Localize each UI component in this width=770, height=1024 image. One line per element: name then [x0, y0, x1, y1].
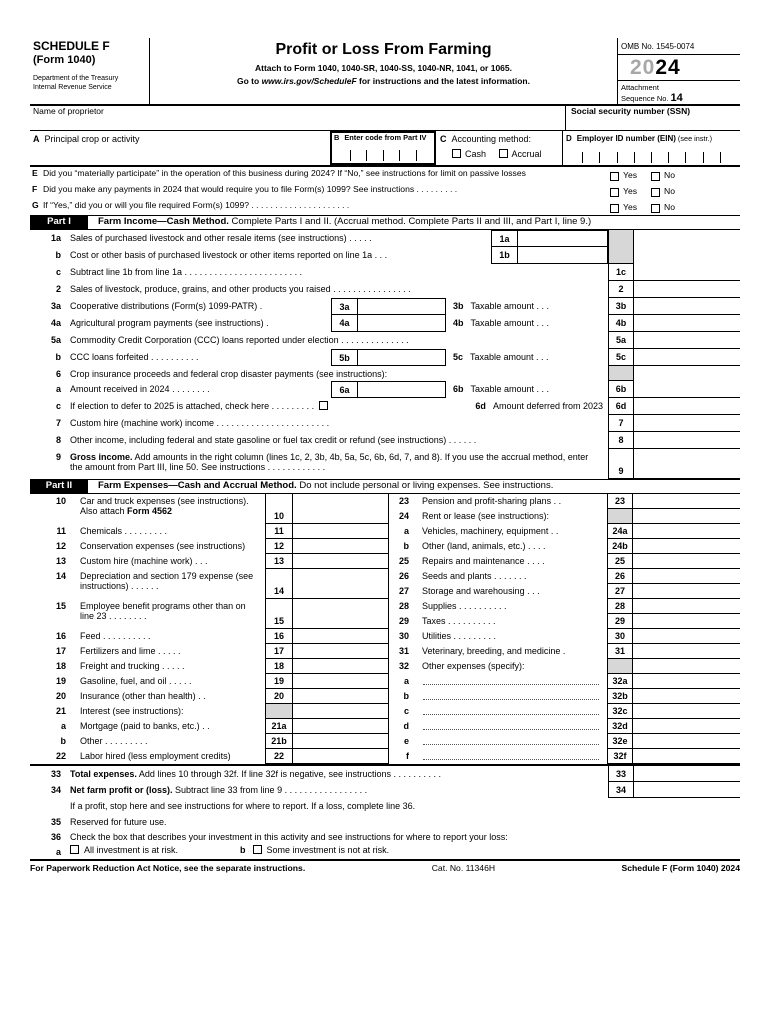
line-1c-label: Subtract line 1b from line 1a . . . . . . . . . . . . . . . . . . . . . . . . [70, 267, 303, 277]
line-34-label: Subtract line 33 from line 9 . . . . . . . . . . . . . . . . . [172, 785, 368, 795]
line-2-label: Sales of livestock, produce, grains, and other products you raised . . . . . . . . . . . . . . . . [70, 284, 411, 294]
line-32b-specify-input[interactable] [423, 689, 599, 700]
line-21b: b Other . . . . . . . . . 21b [30, 734, 388, 749]
line-17-amount[interactable] [293, 644, 388, 659]
line-33-label: Add lines 10 through 32f. If line 32f is negative, see instructions . . . . . . . . . . [136, 769, 442, 779]
cash-checkbox[interactable] [452, 149, 461, 158]
agency-line-2: Internal Revenue Service [33, 84, 112, 92]
proprietor-row [30, 106, 740, 131]
line-16: 16 Feed . . . . . . . . . . 16 [30, 629, 388, 644]
line-30-label: Utilities . . . . . . . . . [422, 631, 497, 641]
line-32d: d 32d [389, 719, 740, 734]
line-7-amount[interactable] [634, 415, 740, 432]
line-11-label: Chemicals . . . . . . . . . [80, 526, 168, 536]
line-36-options: a All investment is at risk. b Some investment is not at risk. [55, 845, 390, 857]
line-1c: c Subtract line 1b from line 1a . . . . . . . . . . . . . . . . . . . . . . . . 1c [30, 264, 740, 281]
line-32d-amount[interactable] [633, 719, 740, 734]
line-9-amount[interactable] [634, 449, 740, 479]
ssn-label: Social security number (SSN) [571, 106, 691, 116]
line-13: 13 Custom hire (machine work) . . . 13 [30, 554, 388, 569]
line-27-amount[interactable] [633, 584, 740, 599]
line-21: 21 Interest (see instructions): [30, 704, 388, 719]
line-34-amount[interactable] [634, 782, 740, 798]
proprietor-name-input[interactable] [33, 117, 562, 129]
line-24b-amount[interactable] [633, 539, 740, 554]
form-header [30, 38, 740, 106]
line-6-label: Crop insurance proceeds and federal crop disaster payments (see instructions): [70, 369, 388, 379]
line-12-label: Conservation expenses (see instructions) [80, 541, 246, 551]
line-13-amount[interactable] [293, 554, 388, 569]
line-5c-label: Taxable amount . . . [470, 352, 549, 362]
line-17-label: Fertilizers and lime . . . . . [80, 646, 181, 656]
line-32f-specify-input[interactable] [423, 749, 599, 760]
line-15-label: Employee benefit programs other than on line 23 . . . . . . . . [80, 601, 246, 622]
line-3a-entry[interactable] [358, 299, 445, 314]
line-25-amount[interactable] [633, 554, 740, 569]
line-18-amount[interactable] [293, 659, 388, 674]
line-34: 34 Net farm profit or (loss). Subtract line 33 from line 9 . . . . . . . . . . . . . . . . . 34 [30, 782, 740, 798]
line-23-label: Pension and profit-sharing plans . . [422, 496, 562, 506]
principal-crop-label: Principal crop or activity [44, 134, 140, 144]
line-6b-label: Taxable amount . . . [470, 384, 550, 394]
line-6a-entry[interactable] [358, 382, 445, 397]
part2-columns [30, 494, 740, 766]
part2-label: Part II [30, 480, 88, 493]
line-5a: 5a Commodity Credit Corporation (CCC) loans reported under election . . . . . . . . . . . . . . 5a [30, 332, 740, 349]
g-yes-checkbox[interactable] [610, 204, 619, 213]
question-g-text: If “Yes,” did you or will you file required Form(s) 1099? . . . . . . . . . . . . . . . . . . . . . [43, 201, 350, 210]
accrual-checkbox[interactable] [499, 149, 508, 158]
part2-header: Part II Farm Expenses—Cash and Accrual Method. Do not include personal or living expenses. See instructions. [30, 479, 740, 494]
line-1b-entry[interactable] [518, 247, 607, 263]
g-no-checkbox[interactable] [651, 204, 660, 213]
line-15: 15 Employee benefit programs other than on line 23 . . . . . . . . 15 [30, 599, 388, 629]
question-f-text: Did you make any payments in 2024 that would require you to file Form(s) 1099? See instructions . . . . . . . . . [43, 185, 458, 194]
line-24: 24 Rent or lease (see instructions): [389, 509, 740, 524]
ein-label: D Employer ID number (EIN) (see instr.) [566, 134, 712, 143]
question-f: F Did you make any payments in 2024 that would require you to file Form(s) 1099? See instructions . . . . . . . . . Yes No [30, 183, 740, 199]
line-21b-label: Other . . . . . . . . . [80, 736, 148, 746]
line-32: 32 Other expenses (specify): [389, 659, 740, 674]
line-32c-amount[interactable] [633, 704, 740, 719]
line-30: 30 Utilities . . . . . . . . . 30 [389, 629, 740, 644]
line-22-label: Labor hired (less employment credits) [80, 751, 231, 761]
question-g: G If “Yes,” did you or will you file required Form(s) 1099? . . . . . . . . . . . . . . . . . . . . . Yes No [30, 199, 740, 215]
line-31-amount[interactable] [633, 644, 740, 659]
line-32e: e 32e [389, 734, 740, 749]
line-29: 29 Taxes . . . . . . . . . . 29 [389, 614, 740, 629]
line-14: 14 Depreciation and section 179 expense (see instructions) . . . . . . 14 [30, 569, 388, 599]
line-24-shaded-cell [607, 509, 633, 524]
line-18-label: Freight and trucking . . . . . [80, 661, 185, 671]
line-35-label: Reserved for future use. [70, 817, 167, 827]
line-33-amount[interactable] [634, 766, 740, 782]
line-5b: b CCC loans forfeited . . . . . . . . . . 5b 5c Taxable amount . . . 5c [30, 349, 740, 366]
line-14-amount[interactable] [293, 569, 388, 599]
line-36: 36 Check the box that describes your investment in this activity and see instructions for where to report your loss: [30, 829, 740, 844]
accounting-method-cell [436, 131, 562, 165]
line-16-label: Feed . . . . . . . . . . [80, 631, 151, 641]
page-footer [30, 861, 740, 874]
line-32c-specify-input[interactable] [423, 704, 599, 715]
question-e-text: Did you “materially participate” in the operation of this business during 2024? If “No,” see instructions for limit on passive losses [43, 169, 526, 178]
form-title-block [150, 38, 617, 104]
line-32d-specify-input[interactable] [423, 719, 599, 730]
line-24b-label: Other (land, animals, etc.) . . . . [422, 541, 546, 551]
principal-crop-cell[interactable]: A Principal crop or activity [33, 134, 140, 144]
line-11: 11 Chemicals . . . . . . . . . 11 [30, 524, 388, 539]
part1-header: Part I Farm Income—Cash Method. Complete Parts I and II. (Accrual method. Complete Parts II and III, and Part I, line 9.) [30, 215, 740, 230]
line-36-label: Check the box that describes your investment in this activity and see instructions for where to report your loss: [70, 832, 508, 842]
line-6d-label: Amount deferred from 2023 [492, 401, 603, 411]
line-5a-amount[interactable] [634, 332, 740, 349]
at-risk-checkbox[interactable] [70, 845, 79, 854]
line-31: 31 Veterinary, breeding, and medicine . 31 [389, 644, 740, 659]
line-32f: f 32f [389, 749, 740, 764]
schedule-f-form [30, 38, 740, 874]
form-footer-id: Schedule F (Form 1040) 2024 [621, 863, 740, 873]
f-yes-checkbox[interactable] [610, 188, 619, 197]
not-at-risk-checkbox[interactable] [253, 845, 262, 854]
question-e: E Did you “materially participate” in the operation of this business during 2024? If “No,” see instructions for limit on passive losses Yes No [30, 167, 740, 183]
line-5c-amount[interactable] [634, 349, 740, 366]
line-21-label: Interest (see instructions): [80, 706, 184, 716]
line-8: 8 Other income, including federal and state gasoline or fuel tax credit or refund (see instructions) . . . . . . 8 [30, 432, 740, 449]
line-20-label: Insurance (other than health) . . [80, 691, 206, 701]
catalog-number: Cat. No. 11346H [431, 863, 496, 873]
line-4a-label: Agricultural program payments (see instructions) . [70, 318, 269, 328]
line-14-label: Depreciation and section 179 expense (see instructions) . . . . . . [80, 571, 254, 592]
line-5a-label: Commodity Credit Corporation (CCC) loans reported under election . . . . . . . . . . . . . . [70, 335, 409, 345]
line-32a: a 32a [389, 674, 740, 689]
line-23: 23 Pension and profit-sharing plans . . 23 [389, 494, 740, 509]
ssn-cell [565, 106, 740, 130]
defer-election-checkbox[interactable] [319, 401, 328, 410]
part2-title: Farm Expenses—Cash and Accrual Method. [98, 480, 297, 491]
line-32a-specify-input[interactable] [423, 674, 599, 685]
ein-input[interactable] [566, 143, 737, 163]
line-27-label: Storage and warehousing . . . [422, 586, 540, 596]
line-7-label: Custom hire (machine work) income . . . . . . . . . . . . . . . . . . . . . . . [70, 418, 330, 428]
line-26: 26 Seeds and plants . . . . . . . 26 [389, 569, 740, 584]
line-6-shaded-cell [608, 366, 634, 381]
line-13-label: Custom hire (machine work) . . . [80, 556, 208, 566]
cash-label: Cash [465, 149, 487, 160]
line-20: 20 Insurance (other than health) . . 20 [30, 689, 388, 704]
line-19: 19 Gasoline, fuel, and oil . . . . . 19 [30, 674, 388, 689]
line-18: 18 Freight and trucking . . . . . 18 [30, 659, 388, 674]
line-29-amount[interactable] [633, 614, 740, 629]
tax-year: 2024 [618, 55, 740, 81]
line-6a: a Amount received in 2024 . . . . . . . . 6a 6b Taxable amount . . . 6b [30, 381, 740, 398]
line-25: 25 Repairs and maintenance . . . . 25 [389, 554, 740, 569]
line-12: 12 Conservation expenses (see instructions) 12 [30, 539, 388, 554]
line-6a-label: Amount received in 2024 . . . . . . . . [70, 384, 210, 394]
line-23-amount[interactable] [633, 494, 740, 509]
line-28: 28 Supplies . . . . . . . . . . 28 [389, 599, 740, 614]
line-4b-label: Taxable amount . . . [470, 318, 550, 328]
line-1a: 1a Sales of purchased livestock and other resale items (see instructions) . . . . . 1a [30, 230, 740, 247]
line-2-amount[interactable] [634, 281, 740, 298]
attach-instruction: Attach to Form 1040, 1040-SR, 1040-SS, 1040-NR, 1041, or 1065. [254, 63, 512, 74]
line-32b: b 32b [389, 689, 740, 704]
form-id-block [30, 38, 150, 104]
irs-url: www.irs.gov/ScheduleF [261, 76, 357, 87]
form-number: (Form 1040) [33, 53, 96, 66]
omb-number: OMB No. 1545-0074 [618, 38, 740, 55]
accrual-label: Accrual [511, 149, 542, 160]
line-27: 27 Storage and warehousing . . . 27 [389, 584, 740, 599]
line-32a-amount[interactable] [633, 674, 740, 689]
line-10-amount[interactable] [293, 494, 388, 524]
line-21a-label: Mortgage (paid to banks, etc.) . . [80, 721, 210, 731]
line-8-amount[interactable] [634, 432, 740, 449]
line-24a-amount[interactable] [633, 524, 740, 539]
line-22: 22 Labor hired (less employment credits) 22 [30, 749, 388, 764]
e-yes-checkbox[interactable] [610, 172, 619, 181]
part2-right-column [388, 494, 740, 764]
part2-left-column [30, 494, 388, 764]
line-19-amount[interactable] [293, 674, 388, 689]
line-33: 33 Total expenses. Add lines 10 through 32f. If line 32f is negative, see instructions . . . . . . . . . . 33 [30, 766, 740, 782]
line-1b-shaded-cell [608, 247, 634, 264]
line-1b-label: Cost or other basis of purchased livestock or other items reported on line 1a . . . [70, 250, 388, 260]
line-15-amount[interactable] [293, 599, 388, 629]
line-3b-amount[interactable] [634, 298, 740, 315]
line-32b-amount[interactable] [633, 689, 740, 704]
line-16-amount[interactable] [293, 629, 388, 644]
line-22-amount[interactable] [293, 749, 388, 764]
proprietor-name-cell [30, 106, 565, 130]
crop-code-input[interactable] [334, 143, 432, 161]
line-31-label: Veterinary, breeding, and medicine . [422, 646, 566, 656]
attachment-sequence: Attachment Sequence No. 14 [621, 83, 683, 105]
line-28-label: Supplies . . . . . . . . . . [422, 601, 507, 611]
line-5b-entry[interactable] [358, 350, 445, 365]
line-32f-amount[interactable] [633, 749, 740, 764]
line-24-label: Rent or lease (see instructions): [422, 511, 550, 521]
goto-instruction: Go to www.irs.gov/ScheduleF for instructions and the latest information. [237, 76, 530, 87]
line-3a-label: Cooperative distributions (Form(s) 1099-PATR) . [70, 301, 263, 311]
line-2: 2 Sales of livestock, produce, grains, and other products you raised . . . . . . . . . . . . . . . . 2 [30, 281, 740, 298]
line-10-label: Car and truck expenses (see instructions). Also attach [80, 496, 249, 517]
line-36b-label: Some investment is not at risk. [266, 845, 390, 855]
line-1c-amount[interactable] [634, 264, 740, 281]
part1-label: Part I [30, 216, 88, 229]
line-10: 10 Car and truck expenses (see instructions). Also attach Form 4562 10 [30, 494, 388, 524]
form-title: Profit or Loss From Farming [275, 41, 492, 58]
line-32c: c 32c [389, 704, 740, 719]
line-4: 4a Agricultural program payments (see instructions) . 4a 4b Taxable amount . . . 4b [30, 315, 740, 332]
line-32e-amount[interactable] [633, 734, 740, 749]
line-32e-specify-input[interactable] [423, 734, 599, 745]
agency-line-1: Department of the Treasury [33, 75, 119, 83]
line-6b-amount[interactable] [634, 381, 740, 398]
line-28-amount[interactable] [633, 599, 740, 614]
line-24b: b Other (land, animals, etc.) . . . . 24b [389, 539, 740, 554]
line-32-shaded-cell [607, 659, 633, 674]
line-35: 35 Reserved for future use. [30, 814, 740, 829]
proprietor-name-label: Name of proprietor [33, 106, 104, 116]
line-a-d-row [30, 131, 740, 167]
line-17: 17 Fertilizers and lime . . . . . 17 [30, 644, 388, 659]
line-1a-entry[interactable] [518, 231, 607, 246]
line-9-label: Add amounts in the right column (lines 1c, 2, 3b, 4b, 5a, 5c, 6b, 6d, 7, and 8). If you use the accrual method, enter the amount from Part III, line 50. See instructions . . . . . . . . . . . . [70, 452, 589, 473]
line-7: 7 Custom hire (machine work) income . . . . . . . . . . . . . . . . . . . . . . . 7 [30, 415, 740, 432]
line-6c: c If election to defer to 2025 is attached, check here . . . . . . . . . 6d Amount deferred from 2023 6d [30, 398, 740, 415]
line-21b-amount[interactable] [293, 734, 388, 749]
paperwork-notice: For Paperwork Reduction Act Notice, see the separate instructions. [30, 863, 306, 873]
line-6: 6 Crop insurance proceeds and federal crop disaster payments (see instructions): [30, 366, 740, 381]
line-6c-label: If election to defer to 2025 is attached, check here . . . . . . . . . [70, 401, 315, 411]
line-32-label: Other expenses (specify): [422, 661, 525, 671]
line-21a-amount[interactable] [293, 719, 388, 734]
part1-title: Farm Income—Cash Method. [98, 216, 229, 227]
crop-code-label: B Enter code from Part IV [334, 133, 427, 142]
line-8-label: Other income, including federal and state gasoline or fuel tax credit or refund (see instructions) . . . . . . [70, 435, 477, 445]
ein-cell [562, 131, 740, 165]
line-30-amount[interactable] [633, 629, 740, 644]
line-36a-label: All investment is at risk. [84, 845, 179, 855]
line-21-shaded-cell [265, 704, 293, 719]
line-19-label: Gasoline, fuel, and oil . . . . . [80, 676, 192, 686]
crop-code-box [330, 131, 436, 165]
line-6d-amount[interactable] [634, 398, 740, 415]
line-4a-entry[interactable] [358, 315, 445, 331]
accounting-method-label: C Accounting method: [440, 134, 532, 144]
schedule-name: SCHEDULE F [33, 39, 110, 53]
line-21a: a Mortgage (paid to banks, etc.) . . 21a [30, 719, 388, 734]
profit-loss-note: If a profit, stop here and see instructions for where to report. If a loss, complete line 36. [70, 801, 416, 811]
line-11-amount[interactable] [293, 524, 388, 539]
line-3b-label: Taxable amount . . . [470, 301, 550, 311]
line-24a: a Vehicles, machinery, equipment . . 24a [389, 524, 740, 539]
line-12-amount[interactable] [293, 539, 388, 554]
line-9: 9 Gross income. Add amounts in the right column (lines 1c, 2, 3b, 4b, 5a, 5c, 6b, 6d, 7, and 8). If you use the accrual method, enter the amount from Part III, line 50. See instructions . . . . . . . . . . . . 9 [30, 449, 740, 479]
line-24a-label: Vehicles, machinery, equipment . . [422, 526, 559, 536]
line-25-label: Repairs and maintenance . . . . [422, 556, 545, 566]
ssn-input[interactable] [571, 117, 735, 129]
line-29-label: Taxes . . . . . . . . . . [422, 616, 496, 626]
line-5b-label: CCC loans forfeited . . . . . . . . . . [70, 352, 199, 362]
line-4b-amount[interactable] [634, 315, 740, 332]
line-26-amount[interactable] [633, 569, 740, 584]
line-34-note [30, 798, 740, 814]
line-3: 3a Cooperative distributions (Form(s) 1099-PATR) . 3a 3b Taxable amount . . . 3b [30, 298, 740, 315]
e-no-checkbox[interactable] [651, 172, 660, 181]
line-20-amount[interactable] [293, 689, 388, 704]
line-1a-shaded-cell [608, 230, 634, 247]
f-no-checkbox[interactable] [651, 188, 660, 197]
line-26-label: Seeds and plants . . . . . . . [422, 571, 527, 581]
omb-block [617, 38, 740, 104]
line-1b: b Cost or other basis of purchased livestock or other items reported on line 1a . . . 1b [30, 247, 740, 264]
line-1a-label: Sales of purchased livestock and other resale items (see instructions) . . . . . [70, 233, 372, 243]
